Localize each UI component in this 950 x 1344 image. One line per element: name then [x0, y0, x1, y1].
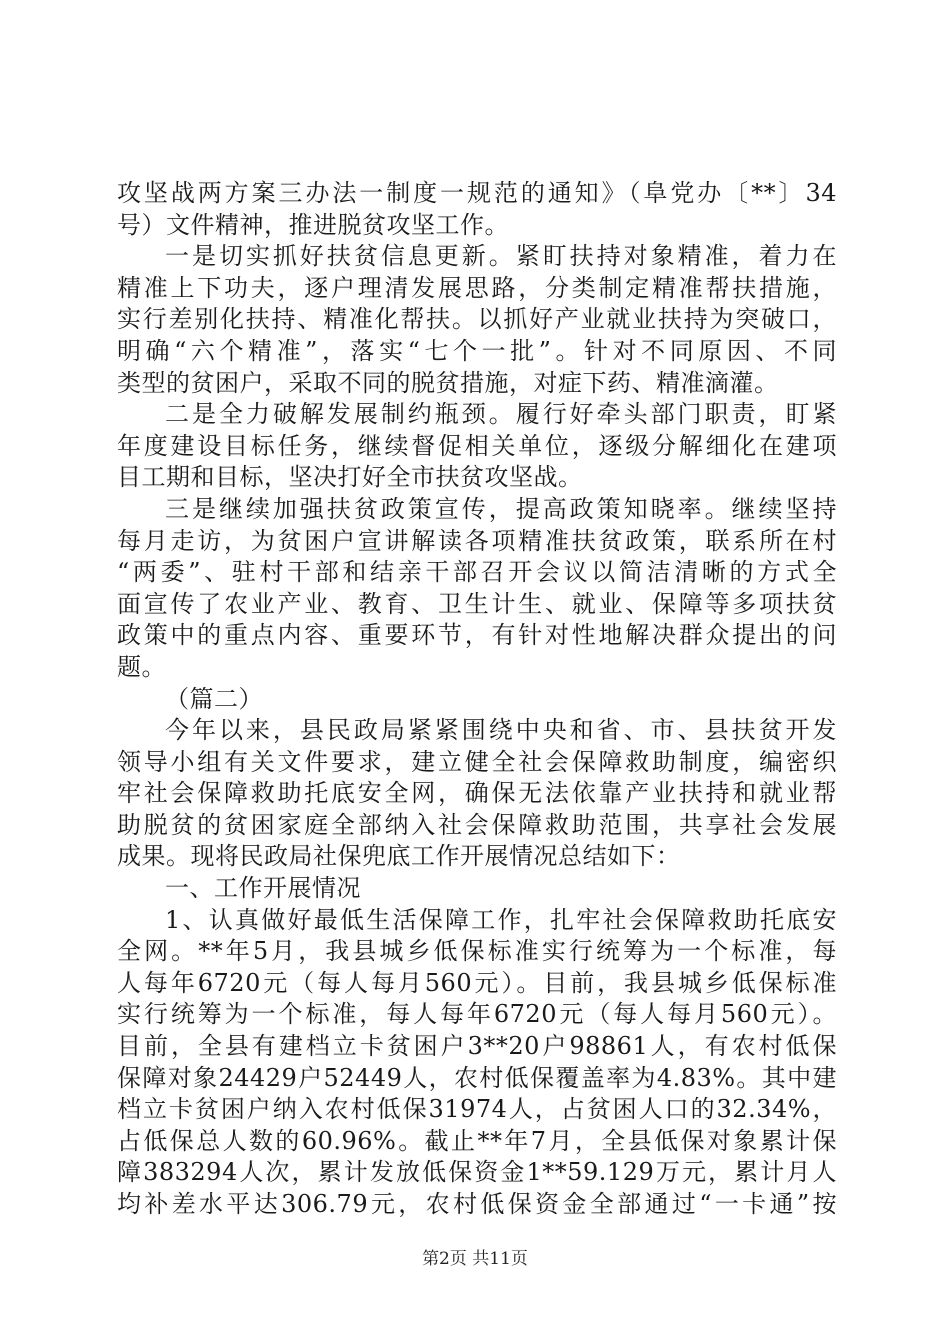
text-line: 政策中的重点内容、重要环节，有针对性地解决群众提出的问 — [117, 621, 837, 650]
text-line: 二是全力破解发展制约瓶颈。履行好牵头部门职责，盯紧 — [165, 400, 837, 429]
text-line: 精准上下功夫，逐户理清发展思路，分类制定精准帮扶措施， — [117, 273, 837, 302]
text-line: “两委”、驻村干部和结亲干部召开会议以简洁清晰的方式全 — [117, 558, 837, 587]
text-line: 目工期和目标，坚决打好全市扶贫攻坚战。 — [117, 463, 583, 492]
text-line: 目前，全县有建档立卡贫困户3**20户98861人，有农村低保 — [117, 1032, 837, 1061]
text-line: 三是继续加强扶贫政策宣传，提高政策知晓率。继续坚持 — [165, 494, 837, 523]
text-line: 实行统筹为一个标准，每人每年6720元（每人每月560元）。 — [117, 1000, 837, 1029]
text-line: 均补差水平达306.79元，农村低保资金全部通过“一卡通”按 — [117, 1190, 837, 1218]
page-footer: 第2页 共11页 — [422, 1249, 528, 1269]
text-line: 保障对象24429户52449人，农村低保覆盖率为4.83%。其中建 — [117, 1063, 837, 1092]
text-line: 号）文件精神，推进脱贫攻坚工作。 — [117, 210, 509, 239]
text-line: 人每年6720元（每人每月560元）。目前，我县城乡低保标准 — [117, 968, 837, 997]
text-line: 面宣传了农业产业、教育、卫生计生、就业、保障等多项扶贫 — [117, 589, 837, 618]
text-line: 领导小组有关文件要求，建立健全社会保障救助制度，编密织 — [117, 747, 837, 776]
text-line: 一是切实抓好扶贫信息更新。紧盯扶持对象精准，着力在 — [165, 242, 837, 271]
text-line: 助脱贫的贫困家庭全部纳入社会保障救助范围，共享社会发展 — [117, 810, 837, 839]
text-line: 每月走访，为贫困户宣讲解读各项精准扶贫政策，联系所在村 — [117, 526, 837, 555]
text-line: 1、认真做好最低生活保障工作，扎牢社会保障救助托底安 — [165, 905, 837, 934]
text-line: 成果。现将民政局社保兜底工作开展情况总结如下： — [117, 842, 681, 871]
document-body — [117, 178, 837, 1221]
text-line: 类型的贫困户，采取不同的脱贫措施，对症下药、精准滴灌。 — [117, 368, 779, 397]
text-line: 实行差别化扶持、精准化帮扶。以抓好产业就业扶持为突破口， — [117, 305, 837, 334]
text-line: 一、工作开展情况 — [165, 874, 361, 903]
text-line: 明确“六个精准”，落实“七个一批”。针对不同原因、不同 — [117, 336, 837, 365]
text-line: 档立卡贫困户纳入农村低保31974人，占贫困人口的32.34%， — [117, 1095, 837, 1124]
text-line: 全网。**年5月，我县城乡低保标准实行统筹为一个标准，每 — [117, 937, 837, 966]
text-line: 牢社会保障救助托底安全网，确保无法依靠产业扶持和就业帮 — [117, 779, 837, 808]
text-line: 障383294人次，累计发放低保资金1**59.129万元，累计月人 — [117, 1158, 837, 1187]
text-line: （篇二） — [165, 684, 263, 713]
text-line: 占低保总人数的60.96%。截止**年7月，全县低保对象累计保 — [117, 1126, 837, 1155]
text-line: 题。 — [117, 652, 166, 681]
text-line: 今年以来，县民政局紧紧围绕中央和省、市、县扶贫开发 — [165, 716, 837, 745]
text-line: 攻坚战两方案三办法一制度一规范的通知》（阜党办〔**〕34 — [117, 179, 837, 207]
text-line: 年度建设目标任务，继续督促相关单位，逐级分解细化在建项 — [117, 431, 837, 460]
